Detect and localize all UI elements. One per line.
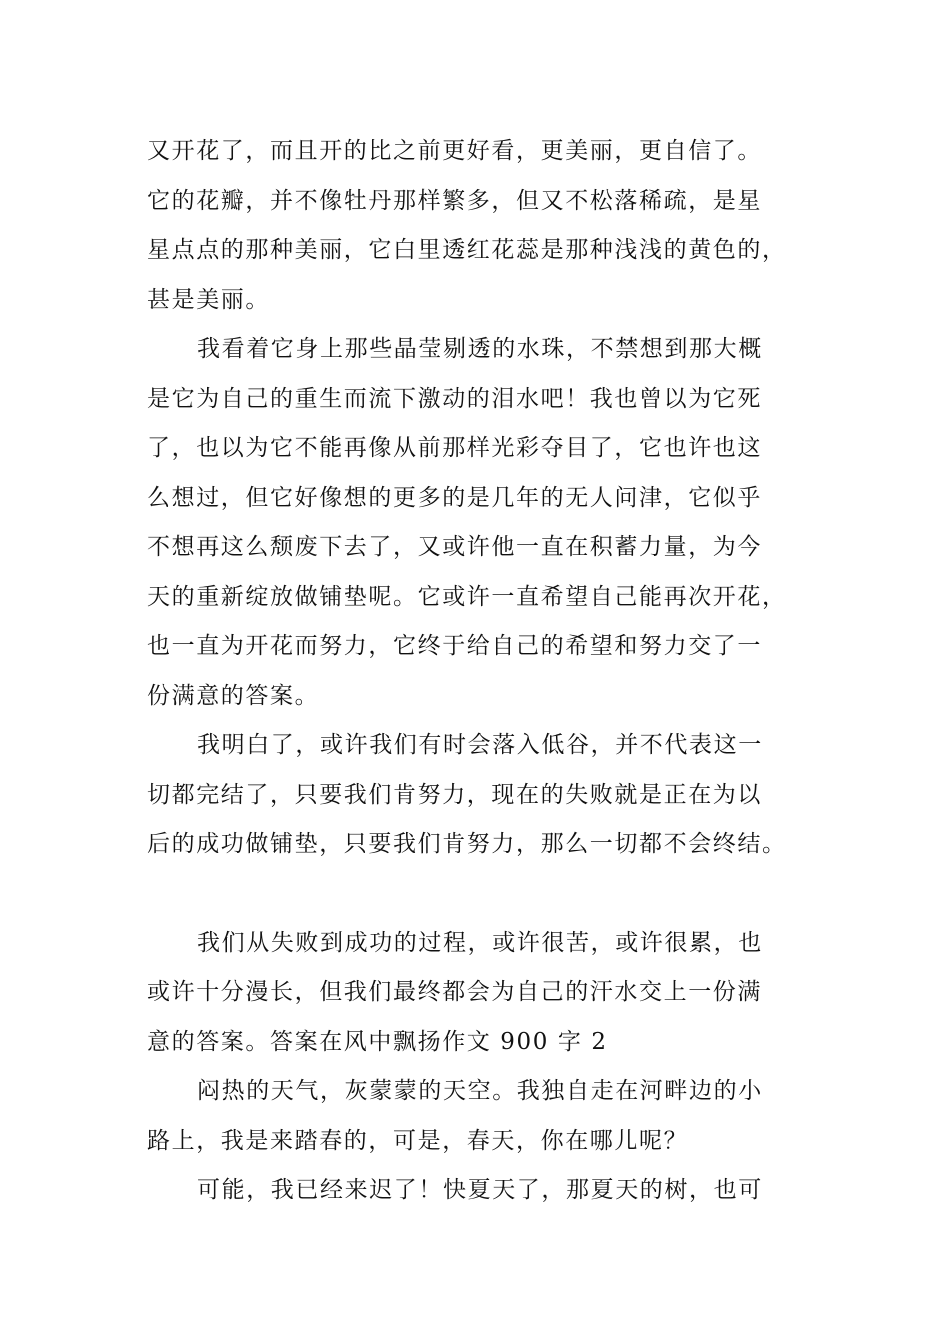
paragraph-5 bbox=[147, 1067, 807, 1166]
paragraph-2 bbox=[147, 325, 807, 721]
paragraph-1 bbox=[147, 127, 807, 325]
text-line: 也一直为开花而努力，它终于给自己的希望和努力交了一 bbox=[147, 633, 762, 659]
text-line: 它的花瓣，并不像牡丹那样繁多，但又不松落稀疏，是星 bbox=[147, 187, 762, 214]
text-line: 了，也以为它不能再像从前那样光彩夺目了，它也许也这 bbox=[147, 435, 762, 461]
text-line: 不想再这么颓废下去了，又或许他一直在积蓄力量，为今 bbox=[147, 534, 762, 560]
text-line: 份满意的答案。 bbox=[147, 682, 320, 709]
text-line: 又开花了，而且开的比之前更好看，更美丽，更自信了。 bbox=[147, 138, 762, 164]
text-line: 甚是美丽。 bbox=[147, 286, 270, 313]
paragraph-gap bbox=[147, 870, 807, 919]
text-line: 我看着它身上那些晶莹剔透的水珠，不禁想到那大概 bbox=[197, 336, 763, 362]
paragraph-6 bbox=[147, 1166, 807, 1216]
paragraph-4 bbox=[147, 919, 807, 1068]
text-line: 我们从失败到成功的过程，或许很苦，或许很累，也 bbox=[197, 929, 763, 956]
paragraph-3 bbox=[147, 721, 807, 870]
text-line: 我明白了，或许我们有时会落入低谷，并不代表这一 bbox=[197, 732, 763, 758]
text-line: 或许十分漫长，但我们最终都会为自己的汗水交上一份满 bbox=[147, 979, 762, 1005]
text-line: 星点点的那种美丽，它白里透红花蕊是那种浅浅的黄色的， bbox=[147, 237, 787, 263]
text-line: 是它为自己的重生而流下激动的泪水吧！我也曾以为它死 bbox=[147, 385, 762, 412]
text-line: 么想过，但它好像想的更多的是几年的无人问津，它似乎 bbox=[147, 484, 762, 511]
text-line: 闷热的天气，灰蒙蒙的天空。我独自走在河畔边的小 bbox=[197, 1078, 763, 1104]
text-line: 可能，我已经来迟了！快夏天了，那夏天的树，也可 bbox=[197, 1177, 763, 1203]
text-line: 路上，我是来踏春的，可是，春天，你在哪儿呢？ bbox=[147, 1127, 689, 1154]
text-line: 意的答案。答案在风中飘扬作文 900 字 2 bbox=[147, 1028, 608, 1055]
text-line: 切都完结了，只要我们肯努力，现在的失败就是正在为以 bbox=[147, 781, 762, 808]
document-body bbox=[147, 127, 807, 1216]
text-line: 天的重新绽放做铺垫呢。它或许一直希望自己能再次开花， bbox=[147, 583, 787, 610]
text-line: 后的成功做铺垫，只要我们肯努力，那么一切都不会终结。 bbox=[147, 831, 787, 857]
